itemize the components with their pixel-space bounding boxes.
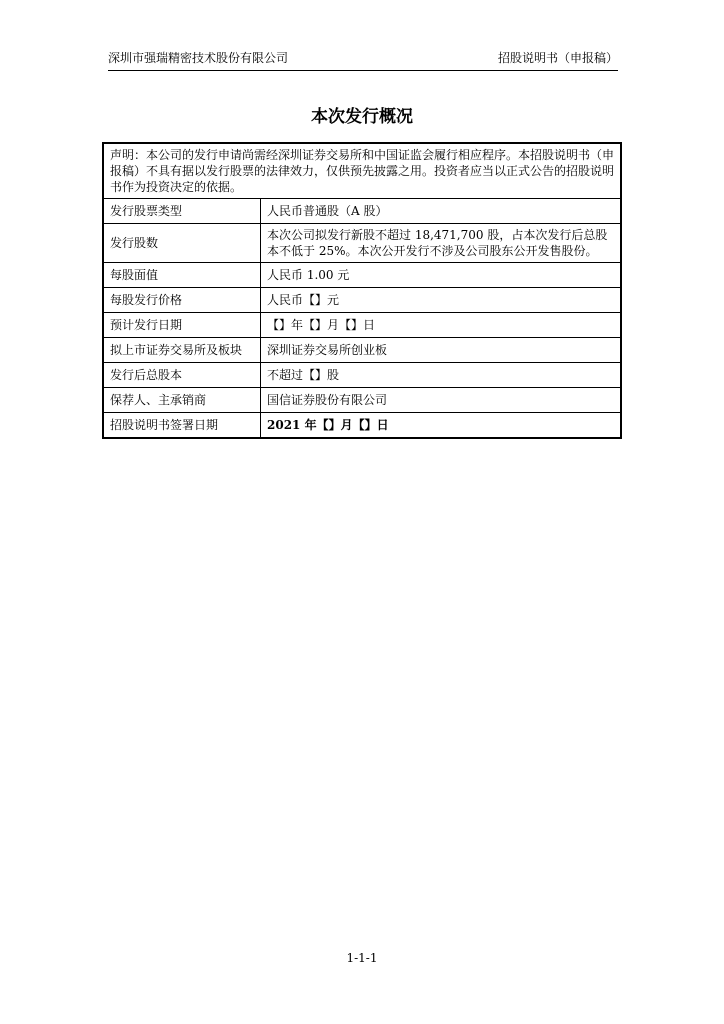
statement-text: 声明：本公司的发行申请尚需经深圳证券交易所和中国证监会履行相应程序。本招股说明书（申报稿）不具有据以发行股票的法律效力，仅供预先披露之用。投资者应当以正式公告的招股说明书作为投资决定的依据。 [103, 143, 621, 199]
page-title: 本次发行概况 [311, 107, 413, 127]
table-row [103, 199, 621, 224]
table-row [103, 338, 621, 363]
row-value-sponsor: 国信证券股份有限公司 [261, 388, 622, 413]
row-label-sponsor: 保荐人、主承销商 [103, 388, 261, 413]
table-row [103, 313, 621, 338]
row-label-share-count: 发行股数 [103, 224, 261, 263]
table-row [103, 288, 621, 313]
page-header [108, 50, 618, 71]
row-label-share-type: 发行股票类型 [103, 199, 261, 224]
row-label-exchange: 拟上市证券交易所及板块 [103, 338, 261, 363]
table-row [103, 413, 621, 439]
row-label-issue-price: 每股发行价格 [103, 288, 261, 313]
row-value-issue-price: 人民币【】元 [261, 288, 622, 313]
offering-overview-table [102, 142, 622, 439]
header-document-type: 招股说明书（申报稿） [497, 51, 618, 65]
table-row [103, 363, 621, 388]
row-label-issue-date: 预计发行日期 [103, 313, 261, 338]
table-row [103, 263, 621, 288]
row-value-issue-date: 【】年【】月【】日 [261, 313, 622, 338]
header-company-name: 深圳市强瑞精密技术股份有限公司 [108, 51, 289, 65]
row-value-par-value: 人民币 1.00 元 [261, 263, 622, 288]
row-label-par-value: 每股面值 [103, 263, 261, 288]
table-row [103, 388, 621, 413]
page-number: 1-1-1 [346, 951, 378, 965]
statement-row [103, 143, 621, 199]
row-value-exchange: 深圳证券交易所创业板 [261, 338, 622, 363]
row-value-total-shares: 不超过【】股 [261, 363, 622, 388]
row-label-signing-date: 招股说明书签署日期 [103, 413, 261, 439]
row-value-signing-date: 2021 年【】月【】日 [261, 413, 622, 439]
table-row [103, 224, 621, 263]
row-value-share-count: 本次公司拟发行新股不超过 18,471,700 股，占本次发行后总股本不低于 25%。本次公开发行不涉及公司股东公开发售股份。 [261, 224, 622, 263]
row-label-total-shares: 发行后总股本 [103, 363, 261, 388]
row-value-share-type: 人民币普通股（A 股） [261, 199, 622, 224]
